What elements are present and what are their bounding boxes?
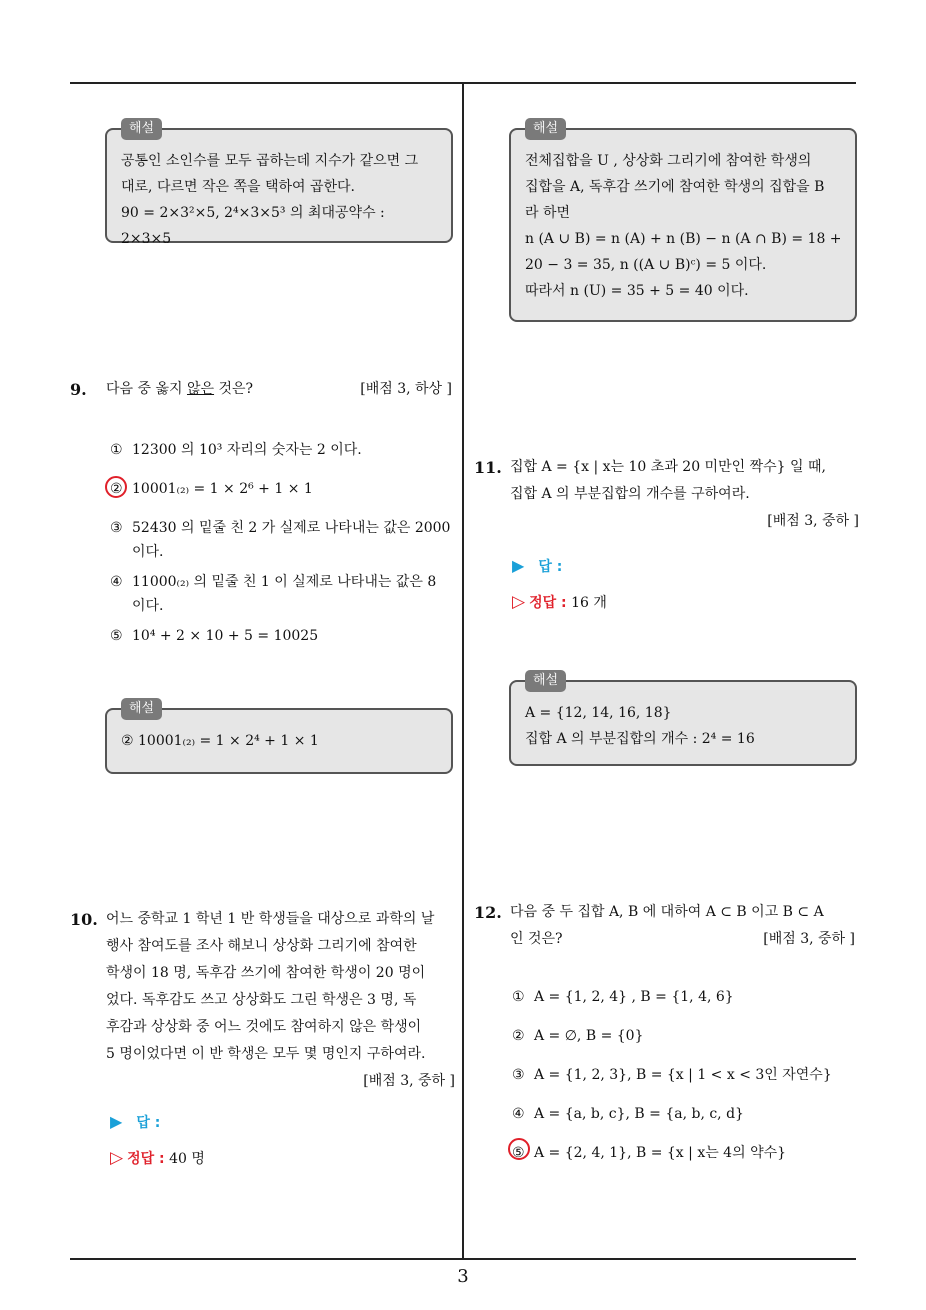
answer-label: 답 : (538, 559, 563, 575)
question-text: 학생이 18 명, 독후감 쓰기에 참여한 학생이 20 명이 (106, 965, 426, 981)
outline-triangle-icon: ▷ (512, 592, 526, 612)
score-meta: [배점 3, 하상 ] (360, 381, 452, 397)
option-mark: ② (512, 1028, 525, 1044)
question-text: 다음 중 두 집합 A, B 에 대하여 A ⊂ B 이고 B ⊂ A (510, 904, 824, 920)
option-2[interactable] (512, 1024, 643, 1048)
score-meta: [배점 3, 중하 ] (363, 1073, 455, 1089)
question-text: 었다. 독후감도 쓰고 상상화도 그린 학생은 3 명, 독 (106, 992, 417, 1008)
option-text: A = {2, 4, 1}, B = {x | x는 4의 약수} (534, 1145, 787, 1161)
question-text: 행사 참여도를 조사 해보니 상상화 그리기에 참여한 (106, 938, 417, 954)
explanation-line: ② 10001₍₂₎ = 1 × 2⁴ + 1 × 1 (121, 733, 319, 749)
question-text: 후감과 상상화 중 어느 것에도 참여하지 않은 학생이 (106, 1019, 422, 1035)
question-text: 어느 중학교 1 학년 1 반 학생들을 대상으로 과학의 날 (106, 911, 435, 927)
explanation-tag: 해설 (121, 698, 162, 720)
play-triangle-icon: ▶ (110, 1112, 123, 1131)
option-mark: ① (110, 442, 123, 458)
explanation-box-q11 (509, 673, 857, 766)
question-text: 집합 A = {x | x는 10 초과 20 미만인 짝수} 일 때, (510, 459, 826, 475)
option-2[interactable] (110, 477, 313, 501)
option-mark: ③ (110, 520, 123, 536)
question-number: 11. (474, 458, 502, 477)
question-11 (474, 454, 859, 535)
option-3[interactable] (110, 516, 452, 564)
correct-answer-q11 (512, 592, 607, 612)
explanation-line: 라 하면 (525, 205, 571, 221)
option-5[interactable] (512, 1141, 786, 1165)
option-5[interactable] (110, 624, 318, 648)
explanation-line: 집합을 A, 독후감 쓰기에 참여한 학생의 집합을 B (525, 179, 825, 195)
correct-label: 정답 : (529, 595, 567, 611)
option-3[interactable] (512, 1063, 832, 1087)
question-text: 5 명이었다면 이 반 학생은 모두 몇 명인지 구하여라. (106, 1046, 426, 1062)
explanation-line: A = {12, 14, 16, 18} (525, 705, 672, 721)
option-text: A = ∅, B = {0} (534, 1028, 644, 1044)
question-text: 것은? (214, 381, 254, 397)
question-number: 9. (70, 380, 87, 399)
option-text: A = {1, 2, 4} , B = {1, 4, 6} (534, 989, 734, 1005)
option-text: 52430 의 밑줄 친 2 가 실제로 나타내는 값은 2000 이다. (132, 520, 451, 560)
score-meta: [배점 3, 중하 ] (767, 513, 859, 529)
question-9 (70, 376, 452, 403)
correct-answer-value: 40 명 (169, 1151, 205, 1167)
option-text: 10⁴ + 2 × 10 + 5 = 10025 (132, 628, 319, 644)
correct-answer-value: 16 개 (571, 595, 607, 611)
option-mark: ① (512, 989, 525, 1005)
correct-label: 정답 : (127, 1151, 165, 1167)
option-1[interactable] (512, 985, 734, 1009)
answer-field-q10[interactable] (110, 1112, 160, 1132)
option-text: 10001₍₂₎ = 1 × 2⁶ + 1 × 1 (132, 481, 313, 497)
question-text-underlined: 않은 (186, 381, 215, 397)
play-triangle-icon: ▶ (512, 556, 525, 575)
selected-answer-circle (105, 476, 127, 498)
question-text: 다음 중 옳지 (106, 381, 187, 397)
explanation-tag: 해설 (525, 670, 566, 692)
option-mark: ⑤ (512, 1145, 525, 1161)
explanation-line: 대로, 다르면 작은 쪽을 택하여 곱한다. (121, 179, 356, 195)
question-10 (70, 906, 455, 1095)
explanation-line: n (A ∪ B) = n (A) + n (B) − n (A ∩ B) = 18 + (525, 231, 842, 247)
explanation-line: 전체집합을 U , 상상화 그리기에 참여한 학생의 (525, 153, 812, 169)
score-meta: [배점 3, 중하 ] (763, 931, 855, 947)
column-divider (462, 83, 464, 1258)
question-text: 집합 A 의 부분집합의 개수를 구하여라. (510, 486, 750, 502)
outline-triangle-icon: ▷ (110, 1148, 124, 1168)
question-text: 인 것은? (510, 931, 563, 947)
explanation-tag: 해설 (525, 118, 566, 140)
option-mark: ④ (110, 574, 123, 590)
answer-label: 답 : (136, 1115, 161, 1131)
question-12 (474, 899, 859, 953)
option-text: A = {a, b, c}, B = {a, b, c, d} (534, 1106, 744, 1122)
option-text: 11000₍₂₎ 의 밑줄 친 1 이 실제로 나타내는 값은 8 이다. (132, 574, 437, 614)
option-text: A = {1, 2, 3}, B = {x | 1 < x < 3인 자연수} (534, 1067, 832, 1083)
option-4[interactable] (512, 1102, 744, 1126)
explanation-tag: 해설 (121, 118, 162, 140)
selected-answer-circle (508, 1138, 530, 1160)
explanation-line: 90 = 2×3²×5, 2⁴×3×5³ 의 최대공약수 : 2×3×5 (121, 205, 385, 247)
option-1[interactable] (110, 438, 362, 462)
correct-answer-q10 (110, 1148, 205, 1168)
option-mark: ⑤ (110, 628, 123, 644)
option-mark: ② (110, 481, 123, 497)
explanation-line: 집합 A 의 부분집합의 개수 : 2⁴ = 16 (525, 731, 755, 747)
explanation-box-q8 (105, 121, 453, 247)
page-number: 3 (457, 1266, 469, 1287)
option-mark: ④ (512, 1106, 525, 1122)
question-number: 12. (474, 903, 502, 922)
question-number: 10. (70, 910, 98, 929)
explanation-box-q10 (509, 121, 857, 322)
explanation-line: 따라서 n (U) = 35 + 5 = 40 이다. (525, 283, 749, 299)
option-mark: ③ (512, 1067, 525, 1083)
explanation-line: 20 − 3 = 35, n ((A ∪ B)ᶜ) = 5 이다. (525, 257, 767, 273)
explanation-line: 공통인 소인수를 모두 곱하는데 지수가 같으면 그 (121, 153, 419, 169)
option-text: 12300 의 10³ 자리의 숫자는 2 이다. (132, 442, 362, 458)
option-4[interactable] (110, 570, 452, 618)
explanation-box-q9 (105, 701, 453, 774)
answer-field-q11[interactable] (512, 556, 562, 576)
bottom-rule (70, 1258, 856, 1260)
